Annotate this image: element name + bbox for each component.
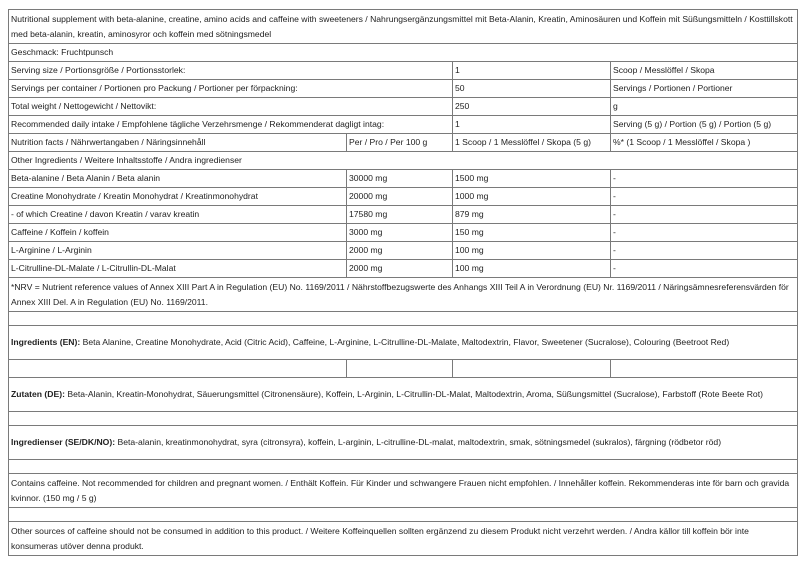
ingredients-en-row-cell xyxy=(9,326,798,360)
nrv-note: *NRV = Nutrient reference values of Annex XIII Part A in Regulation (EU) No. 1169/2011 / Nährstoffbezugswerte des Anhangs XIII Teil A in Verordnung (EU) Nr. 1169/2011 / Näringsämnesreferensvärden för Annex XIII Del. A in Regulation (EU) No. 1169/2011. xyxy=(9,278,798,312)
caffeine-warning: Contains caffeine. Not recommended for children and pregnant women. / Enthält Koffein. Für Kinder und schwangere Frauen nicht empfohlen. / Innehåller koffein. Rekommenderas inte för barn och gravida kvinnor. (150 mg / 5 g) xyxy=(9,474,798,508)
nutrient-row xyxy=(9,260,798,278)
ingredients-label: Zutaten (DE): xyxy=(11,389,65,399)
nrv-note-row xyxy=(9,278,798,312)
info-value: 1 xyxy=(453,62,611,80)
nutrient-nrv: - xyxy=(611,242,798,260)
empty-cell xyxy=(347,360,453,378)
ingredients-text: Beta-Alanin, Kreatin-Monohydrat, Säuerungsmittel (Citronensäure), Koffein, L-Arginin, L-Citrullin-DL-Malat, Maltodextrin, Aroma, Süßungsmittel (Sucralose), Farbstoff (Rote Beete Rot) xyxy=(64,389,763,399)
nutrient-nrv: - xyxy=(611,260,798,278)
ingredients-de-row-cell xyxy=(9,378,798,412)
info-label: Serving size / Portionsgröße / Portionsstorlek: xyxy=(9,62,453,80)
empty-cell xyxy=(9,508,798,522)
nutrient-row xyxy=(9,170,798,188)
nutrient-row xyxy=(9,224,798,242)
info-row xyxy=(9,116,798,134)
info-row xyxy=(9,98,798,116)
info-value: 50 xyxy=(453,80,611,98)
info-value: 250 xyxy=(453,98,611,116)
info-unit: Scoop / Messlöffel / Skopa xyxy=(611,62,798,80)
info-unit: Servings / Portionen / Portioner xyxy=(611,80,798,98)
spacer-row xyxy=(9,460,798,474)
flavor-label: Geschmack: Fruchtpunsch xyxy=(9,44,798,62)
facts-header-row xyxy=(9,134,798,152)
info-label: Total weight / Nettogewicht / Nettovikt: xyxy=(9,98,453,116)
nutrient-nrv: - xyxy=(611,188,798,206)
nutrient-per-serving: 100 mg xyxy=(453,242,611,260)
info-unit: Serving (5 g) / Portion (5 g) / Portion (5 g) xyxy=(611,116,798,134)
ingredients-label: Ingredienser (SE/DK/NO): xyxy=(11,437,116,447)
ingredients-en-row xyxy=(9,326,798,360)
nutrient-per-serving: 1000 mg xyxy=(453,188,611,206)
nutrition-label-table xyxy=(8,9,798,556)
empty-cell xyxy=(9,460,798,474)
empty-cell xyxy=(9,360,347,378)
nutrient-row xyxy=(9,242,798,260)
nutrient-per100: 3000 mg xyxy=(347,224,453,242)
ingredients-se-row-cell xyxy=(9,426,798,460)
ingredients-text: Beta-alanin, kreatinmonohydrat, syra (citronsyra), koffein, L-arginin, L-citrulline-DL-malat, maltodextrin, smak, sötningsmedel (sukralos), färgning (rödbetor röd) xyxy=(115,437,722,447)
info-row xyxy=(9,80,798,98)
empty-cell xyxy=(453,360,611,378)
nutrient-per100: 17580 mg xyxy=(347,206,453,224)
other-sources-warning: Other sources of caffeine should not be consumed in addition to this product. / Weitere Koffeinquellen sollten ergänzend zu diesem Produkt nicht verzehrt werden. / Andra källor till koffein bör inte konsumeras utöver denna produkt. xyxy=(9,522,798,556)
other-sources-warning-row xyxy=(9,522,798,556)
nutrient-nrv: - xyxy=(611,206,798,224)
nutrient-nrv: - xyxy=(611,224,798,242)
caffeine-warning-row xyxy=(9,474,798,508)
info-label: Recommended daily intake / Empfohlene tägliche Verzehrsmenge / Rekommenderat dagligt intag: xyxy=(9,116,453,134)
nutrient-name: Creatine Monohydrate / Kreatin Monohydrat / Kreatinmonohydrat xyxy=(9,188,347,206)
nutrient-name: L-Arginine / L-Arginin xyxy=(9,242,347,260)
info-label: Servings per container / Portionen pro Packung / Portioner per förpackning: xyxy=(9,80,453,98)
nutrient-name: - of which Creatine / davon Kreatin / varav kreatin xyxy=(9,206,347,224)
nutrient-per-serving: 100 mg xyxy=(453,260,611,278)
nutrient-per-serving: 879 mg xyxy=(453,206,611,224)
nutrient-row xyxy=(9,206,798,224)
facts-header-nrv: %* (1 Scoop / 1 Messlöffel / Skopa ) xyxy=(611,134,798,152)
nutrient-row xyxy=(9,188,798,206)
other-ingredients-label: Other Ingredients / Weitere Inhaltsstoffe / Andra ingredienser xyxy=(9,152,798,170)
nutrient-name: L-Citrulline-DL-Malate / L-Citrullin-DL-Malat xyxy=(9,260,347,278)
ingredients-se-row xyxy=(9,426,798,460)
empty-cell xyxy=(9,412,798,426)
nutrient-per100: 30000 mg xyxy=(347,170,453,188)
table-body xyxy=(9,10,798,556)
spacer-row xyxy=(9,312,798,326)
ingredients-label: Ingredients (EN): xyxy=(11,337,81,347)
nutrient-per-serving: 1500 mg xyxy=(453,170,611,188)
info-unit: g xyxy=(611,98,798,116)
spacer-row xyxy=(9,508,798,522)
title-row xyxy=(9,10,798,44)
nutrient-per100: 20000 mg xyxy=(347,188,453,206)
product-description: Nutritional supplement with beta-alanine, creatine, amino acids and caffeine with sweeteners / Nahrungsergänzungsmittel mit Beta-Alanin, Kreatin, Aminosäuren und Koffein mit Süßungsmitteln / Kosttillskott med beta-alanin, kreatin, aminosyror och koffein med sötningsmedel xyxy=(9,10,798,44)
ingredients-de-row xyxy=(9,378,798,412)
nutrient-per-serving: 150 mg xyxy=(453,224,611,242)
facts-header-name: Nutrition facts / Nährwertangaben / Näringsinnehåll xyxy=(9,134,347,152)
nutrient-name: Beta-alanine / Beta Alanin / Beta alanin xyxy=(9,170,347,188)
empty-cell xyxy=(9,312,798,326)
other-ingredients-row xyxy=(9,152,798,170)
nutrient-name: Caffeine / Koffein / koffein xyxy=(9,224,347,242)
nutrient-per100: 2000 mg xyxy=(347,260,453,278)
nutrient-nrv: - xyxy=(611,170,798,188)
facts-header-per-serving: 1 Scoop / 1 Messlöffel / Skopa (5 g) xyxy=(453,134,611,152)
ingredients-text: Beta Alanine, Creatine Monohydrate, Acid (Citric Acid), Caffeine, L-Arginine, L-Citrulline-DL-Malate, Maltodextrin, Flavor, Sweetener (Sucralose), Colouring (Beetroot Red) xyxy=(80,337,730,347)
flavor-row xyxy=(9,44,798,62)
separator-row xyxy=(9,360,798,378)
spacer-row xyxy=(9,412,798,426)
info-row xyxy=(9,62,798,80)
nutrient-per100: 2000 mg xyxy=(347,242,453,260)
info-value: 1 xyxy=(453,116,611,134)
facts-header-per100: Per / Pro / Per 100 g xyxy=(347,134,453,152)
empty-cell xyxy=(611,360,798,378)
